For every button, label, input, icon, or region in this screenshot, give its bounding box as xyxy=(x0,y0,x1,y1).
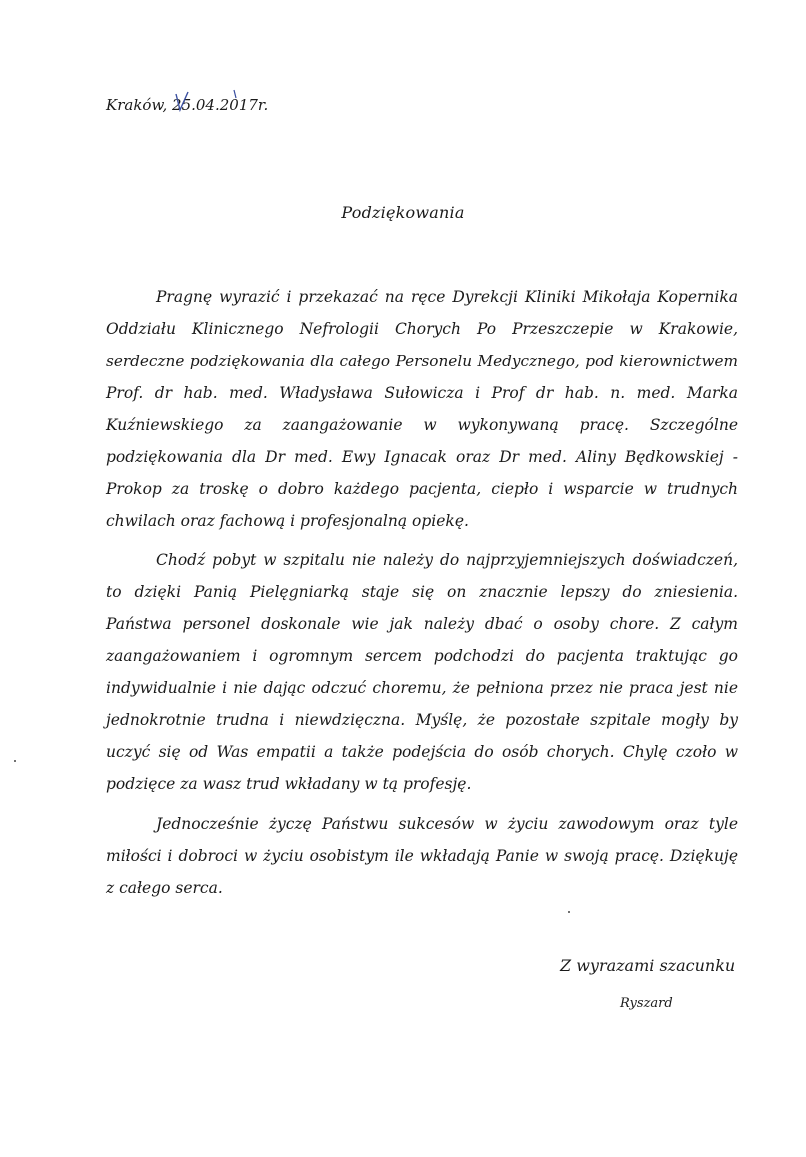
letter-closing: Z wyrazami szacunku xyxy=(560,956,736,975)
paragraph-3-line-3: z całego serca. xyxy=(106,879,223,897)
paragraph-2-line-3: Państwa personel doskonale wie jak należy dbać o osoby chore. Z całym xyxy=(106,615,738,633)
paragraph-3-line-2: miłości i dobroci w życiu osobistym ile wkładają Panie w swoją pracę. Dziękuję xyxy=(106,847,738,865)
paragraph-1-line-1: Pragnę wyrazić i przekazać na ręce Dyrekcji Kliniki Mikołaja Kopernika xyxy=(156,288,738,306)
paragraph-2-line-8: podzięce za wasz trud wkładany w tą profesję. xyxy=(106,775,472,793)
paragraph-2-line-6: jednokrotnie trudna i niewdzięczna. Myślę, że pozostałe szpitale mogły by xyxy=(106,711,738,729)
paragraph-1-line-7: Prokop za troskę o dobro każdego pacjenta, ciepło i wsparcie w trudnych xyxy=(106,480,738,498)
paragraph-1-line-8: chwilach oraz fachową i profesjonalną opiekę. xyxy=(106,512,469,530)
paragraph-2-line-5: indywidualnie i nie dając odczuć choremu, że pełniona przez nie praca jest nie xyxy=(106,679,738,697)
letter-title: Podziękowania xyxy=(341,203,465,222)
paragraph-3-line-1: Jednocześnie życzę Państwu sukcesów w życiu zawodowym oraz tyle xyxy=(156,815,738,833)
paragraph-2-line-2: to dzięki Panią Pielęgniarką staje się on znacznie lepszy do zniesienia. xyxy=(106,583,738,601)
scan-speck xyxy=(568,911,570,913)
paragraph-2-line-7: uczyć się od Was empatii a także podejścia do osób chorych. Chylę czoło w xyxy=(106,743,738,761)
paragraph-2-line-1: Chodź pobyt w szpitalu nie należy do najprzyjemniejszych doświadczeń, xyxy=(156,551,738,569)
paragraph-1-line-6: podziękowania dla Dr med. Ewy Ignacak oraz Dr med. Aliny Będkowskiej - xyxy=(106,448,738,466)
paragraph-1-line-4: Prof. dr hab. med. Władysława Sułowicza i Prof dr hab. n. med. Marka xyxy=(106,384,738,402)
letter-signature: Ryszard xyxy=(620,996,673,1011)
letter-date: Kraków, 25.04.2017r. xyxy=(106,96,269,114)
paragraph-1-line-2: Oddziału Klinicznego Nefrologii Chorych Po Przeszczepie w Krakowie, xyxy=(106,320,738,338)
paragraph-1-line-3: serdeczne podziękowania dla całego Personelu Medycznego, pod kierownictwem xyxy=(106,352,738,370)
handwritten-date-mark xyxy=(166,88,266,118)
paragraph-2-line-4: zaangażowaniem i ogromnym sercem podchodzi do pacjenta traktując go xyxy=(106,647,738,665)
paragraph-1-line-5: Kuźniewskiego za zaangażowanie w wykonywaną pracę. Szczególne xyxy=(106,416,738,434)
scan-speck xyxy=(14,760,16,762)
